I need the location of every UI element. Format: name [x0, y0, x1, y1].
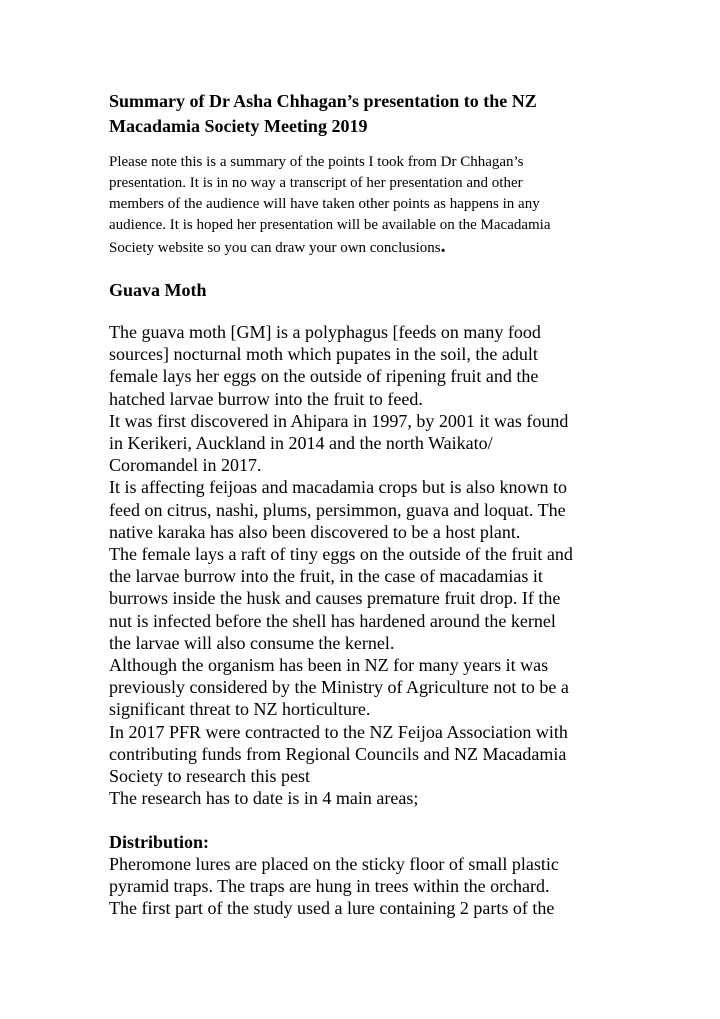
note-line: audience. It is hoped her presentation will be available on the Macadamia — [109, 217, 551, 233]
note-line: Please note this is a summary of the points I took from Dr Chhagan’s — [109, 154, 524, 170]
body-line: The first part of the study used a lure containing 2 parts of the — [109, 898, 555, 919]
body-line: The female lays a raft of tiny eggs on the outside of the fruit and — [109, 544, 573, 565]
title-line: Summary of Dr Asha Chhagan’s presentation to the NZ — [109, 91, 537, 111]
note-line: presentation. It is in no way a transcript of her presentation and other — [109, 175, 523, 191]
body-line: hatched larvae burrow into the fruit to feed. — [109, 388, 423, 409]
document-title — [109, 89, 629, 139]
title-line: Macadamia Society Meeting 2019 — [109, 116, 368, 136]
body-line: nut is infected before the shell has hardened around the kernel — [109, 610, 556, 631]
note-last-text: Society website so you can draw your own conclusions — [109, 240, 441, 256]
body-line: feed on citrus, nashi, plums, persimmon, guava and loquat. The — [109, 499, 566, 520]
body-line: Society to research this pest — [109, 766, 310, 787]
note-end-mark: . — [440, 235, 446, 257]
body-line: burrows inside the husk and causes premature fruit drop. If the — [109, 588, 561, 609]
body-line: The guava moth [GM] is a polyphagus [feeds on many food — [109, 322, 541, 342]
distribution-body — [109, 853, 629, 920]
body-line: female lays her eggs on the outside of ripening fruit and the — [109, 366, 539, 387]
body-line: significant threat to NZ horticulture. — [109, 699, 371, 720]
body-line: the larvae will also consume the kernel. — [109, 632, 395, 653]
note-line — [109, 236, 629, 259]
body-line: contributing funds from Regional Councils and NZ Macadamia — [109, 743, 567, 764]
note-line: members of the audience will have taken other points as happens in any — [109, 196, 540, 212]
body-line: It is affecting feijoas and macadamia crops but is also known to — [109, 477, 568, 498]
section-heading-distribution: Distribution: — [109, 832, 210, 852]
guava-moth-body — [109, 321, 629, 809]
body-line: pyramid traps. The traps are hung in trees within the orchard. — [109, 876, 550, 897]
body-line: in Kerikeri, Auckland in 2014 and the north Waikato/ — [109, 433, 493, 454]
body-line: It was first discovered in Ahipara in 1997, by 2001 it was found — [109, 410, 569, 431]
section-heading-guava-moth: Guava Moth — [109, 280, 207, 300]
body-line: previously considered by the Ministry of Agriculture not to be a — [109, 677, 569, 698]
body-line: The research has to date is in 4 main areas; — [109, 788, 419, 809]
body-line: native karaka has also been discovered to be a host plant. — [109, 521, 521, 542]
body-line: the larvae burrow into the fruit, in the case of macadamias it — [109, 566, 543, 587]
disclaimer-note — [109, 152, 629, 259]
body-line: Coromandel in 2017. — [109, 455, 262, 476]
body-line: In 2017 PFR were contracted to the NZ Feijoa Association with — [109, 721, 568, 742]
body-line: Pheromone lures are placed on the sticky floor of small plastic — [109, 854, 559, 874]
body-line: sources] nocturnal moth which pupates in the soil, the adult — [109, 344, 538, 365]
body-line: Although the organism has been in NZ for many years it was — [109, 655, 549, 676]
